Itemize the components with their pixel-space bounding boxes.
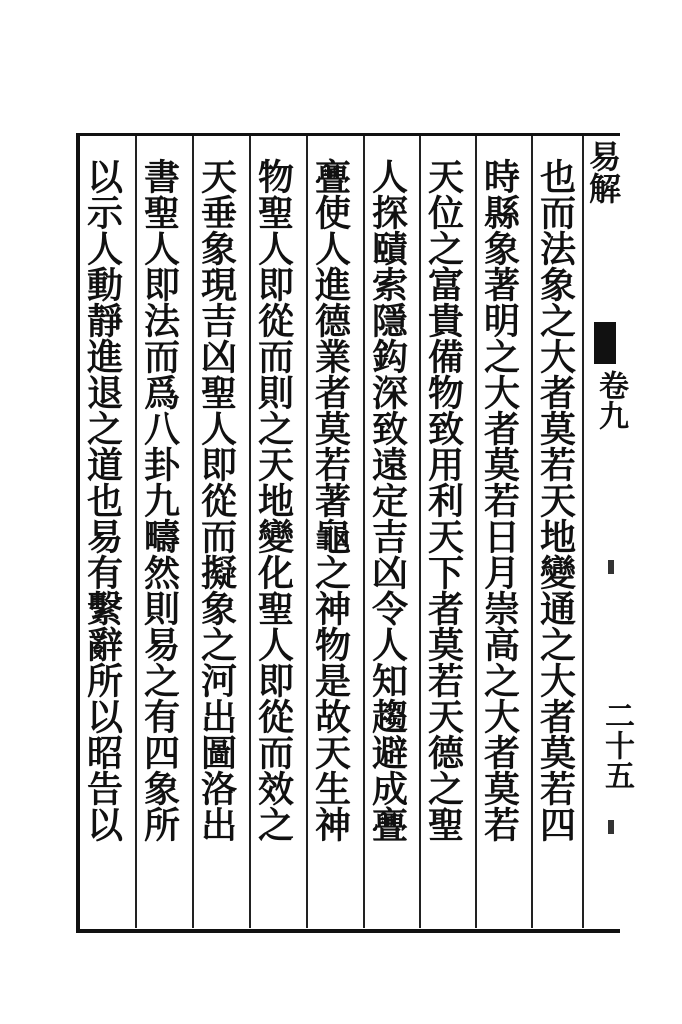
- column-rule: [363, 136, 365, 928]
- column-rule: [582, 136, 584, 928]
- fish-tail-mark: [594, 322, 616, 364]
- text-column-3: 天位之富貴備物致用利天下者莫若天德之聖: [422, 158, 465, 842]
- text-column-2: 時縣象著明之大者莫若日月崇高之大者莫若: [478, 158, 521, 842]
- column-rule: [135, 136, 137, 928]
- juan-label: 卷九: [593, 370, 628, 430]
- column-rule: [475, 136, 477, 928]
- page-number: 二十五: [599, 700, 634, 790]
- text-column-5: 亹使人進德業者莫若著龜之神物是故天生神: [309, 158, 352, 842]
- column-rule: [192, 136, 194, 928]
- column-rule: [249, 136, 251, 928]
- text-column-4: 人探賾索隱鈎深致遠定吉凶令人知趨避成亹: [366, 158, 409, 842]
- gutter-mark: [608, 560, 614, 574]
- column-rule: [306, 136, 308, 928]
- column-rule: [531, 136, 533, 928]
- gutter-mark: [608, 820, 614, 834]
- text-column-7: 天垂象現吉凶聖人即從而擬象之河出圖洛出: [195, 158, 238, 842]
- column-rule: [419, 136, 421, 928]
- text-column-8: 書聖人即法而爲八卦九疇然則易之有四象所: [138, 158, 181, 842]
- book-title: 易解: [584, 140, 622, 204]
- text-column-1: 也而法象之大者莫若天地變通之大者莫若四: [534, 158, 577, 842]
- text-column-9: 以示人動靜進退之道也易有繫辭所以昭告以: [81, 158, 124, 842]
- text-column-6: 物聖人即從而則之天地變化聖人即從而效之: [252, 158, 295, 842]
